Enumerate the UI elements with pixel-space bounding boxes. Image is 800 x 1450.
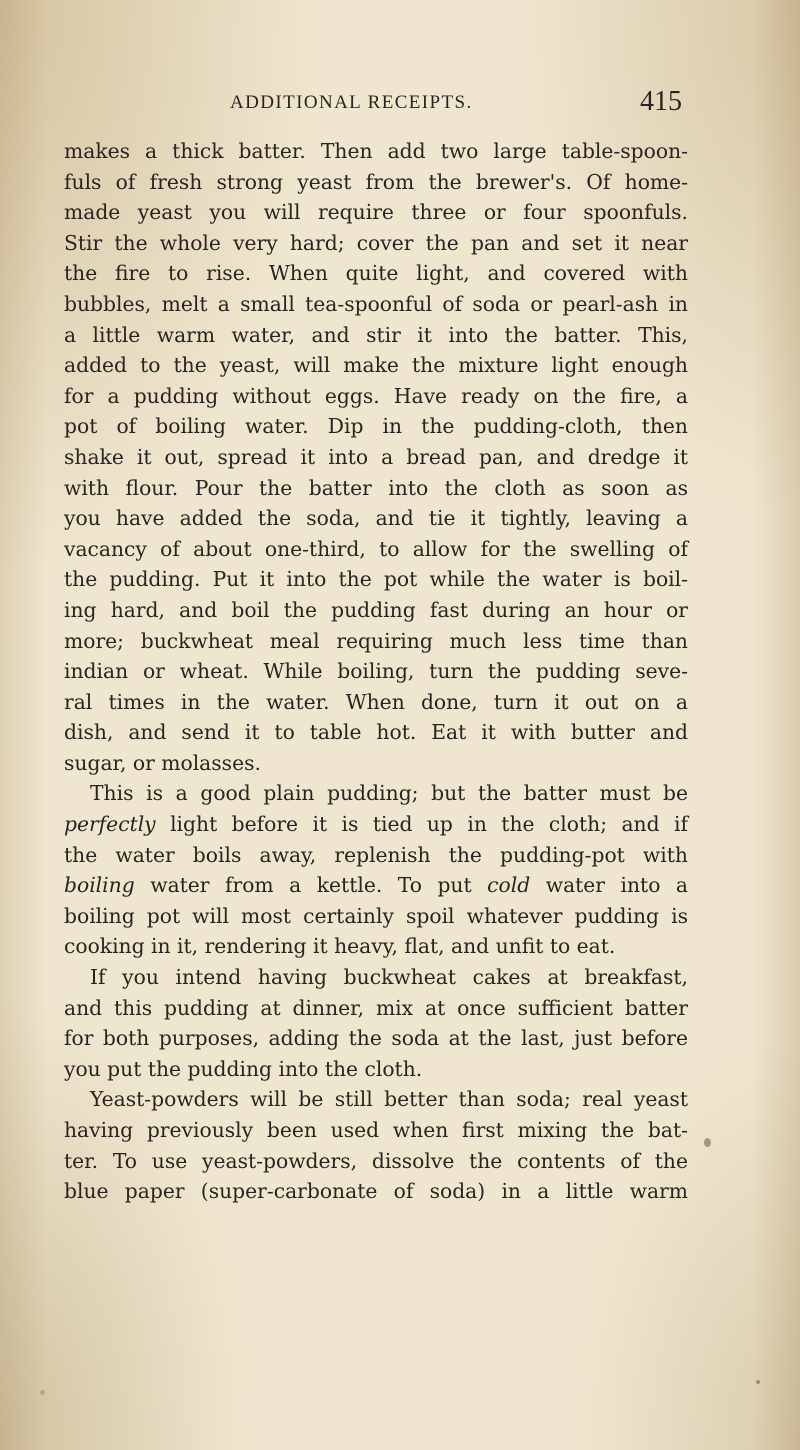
italic-emphasis: boiling [64,873,135,898]
text-line: and this pudding at dinner, mix at once sufficient batter [64,995,688,1020]
text-line: dish, and send it to table hot. Eat it with butter and [64,720,688,745]
text-line: ter. To use yeast-powders, dissolve the contents of the [64,1148,688,1173]
text-line: makes a thick batter. Then add two large table-spoon- [64,139,688,163]
text-line: the pudding. Put it into the pot while the water is boil- [64,567,688,592]
text-line: ral times in the water. When done, turn it out on a [64,689,688,714]
text-line: blue paper (super-carbonate of soda) in a little warm [64,1179,688,1204]
text-span: This is a good plain pudding; but the batter must be [90,781,688,806]
paragraph-start-line: If you intend having buckwheat cakes at breakfast, [90,965,688,990]
paper-speck [40,1390,45,1395]
text-line: having previously been used when first mixing the bat- [64,1118,688,1142]
page-header [230,88,682,122]
italic-emphasis: cold [487,873,531,898]
text-line: for a pudding without eggs. Have ready on the fire, a [64,383,688,408]
text-span: water into a [530,873,689,898]
text-line: you have added the soda, and tie it tightly, leaving a [64,506,688,531]
text-span: water from a kettle. To put [134,873,488,898]
text-line: shake it out, spread it into a bread pan, and dredge it [64,444,688,469]
text-line: Stir the whole very hard; cover the pan and set it near [64,230,688,255]
text-line: pot of boiling water. Dip in the pudding-cloth, then [64,414,688,439]
page-number: 415 [640,86,682,117]
text-span: light before it is tied up in the cloth; and if [155,812,688,837]
running-head: ADDITIONAL RECEIPTS. [230,92,473,113]
paper-speck [704,1138,711,1147]
text-line: boiling pot will most certainly spoil whatever pudding is [64,903,688,928]
paragraph-start-line: Yeast-powders will be still better than soda; real yeast [90,1087,688,1112]
italic-emphasis: perfectly [64,812,156,837]
paragraph-end-line: cooking in it, rendering it heavy, flat, and unfit to eat. [64,934,616,959]
text-line: ing hard, and boil the pudding fast during an hour or [64,597,688,622]
paragraph-end-line: sugar, or molasses. [64,750,261,775]
text-line: for both purposes, adding the soda at the last, just before [64,1026,688,1051]
body-text [64,136,688,1207]
paper-speck [756,1380,760,1384]
text-line [64,840,688,871]
text-line: vacancy of about one-third, to allow for the swelling of [64,536,688,561]
paragraph-end-line: you put the pudding into the cloth. [64,1056,423,1081]
text-span: the water boils away, replenish the pudding-pot with [64,842,688,867]
text-line: with flour. Pour the batter into the cloth as soon as [64,475,688,500]
text-line [64,809,688,840]
text-line: bubbles, melt a small tea-spoonful of soda or pearl-ash in [64,291,688,316]
text-line: fuls of fresh strong yeast from the brewer's. Of home- [64,169,688,194]
text-line [64,870,688,901]
text-line: the fire to rise. When quite light, and covered with [64,261,688,286]
text-line: more; buckwheat meal requiring much less time than [64,628,688,653]
paragraph-start-line [64,778,688,809]
text-line: a little warm water, and stir it into the batter. This, [64,322,688,347]
text-line: made yeast you will require three or four spoonfuls. [64,200,688,225]
text-line: added to the yeast, will make the mixture light enough [64,353,688,378]
text-line: indian or wheat. While boiling, turn the pudding seve- [64,659,688,684]
